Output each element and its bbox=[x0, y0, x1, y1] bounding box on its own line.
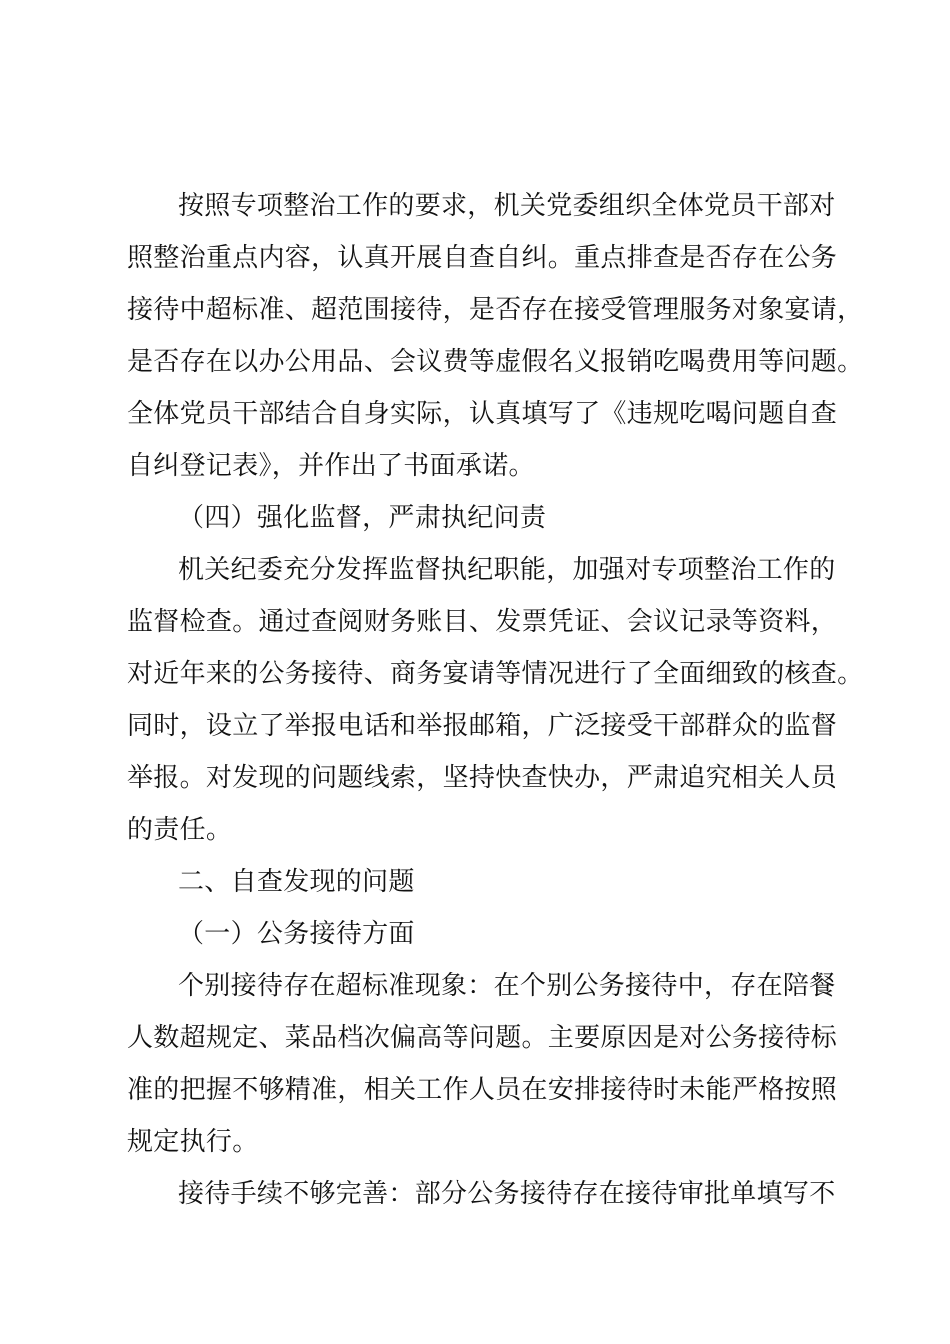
paragraph-line: 准的把握不够精准，相关工作人员在安排接待时未能严格按照 bbox=[127, 1075, 838, 1105]
paragraph-line: 照整治重点内容，认真开展自查自纠。重点排查是否存在公务 bbox=[127, 243, 838, 273]
section-heading: （四）强化监督，严肃执纪问责 bbox=[178, 503, 547, 533]
paragraph-line: 是否存在以办公用品、会议费等虚假名义报销吃喝费用等问题。 bbox=[127, 347, 864, 377]
paragraph-line: 全体党员干部结合自身实际，认真填写了《违规吃喝问题自查 bbox=[127, 399, 838, 429]
paragraph-line: 对近年来的公务接待、商务宴请等情况进行了全面细致的核查。 bbox=[127, 659, 864, 689]
paragraph-line: 规定执行。 bbox=[127, 1127, 259, 1157]
paragraph-line: 自纠登记表》，并作出了书面承诺。 bbox=[127, 451, 535, 481]
paragraph-line: 举报。对发现的问题线索，坚持快查快办，严肃追究相关人员 bbox=[127, 763, 838, 793]
paragraph-line: 监督检查。通过查阅财务账目、发票凭证、会议记录等资料， bbox=[127, 607, 838, 637]
paragraph-line: 同时，设立了举报电话和举报邮箱，广泛接受干部群众的监督 bbox=[127, 711, 838, 741]
section-heading: 二、自查发现的问题 bbox=[178, 867, 415, 897]
paragraph-line: 人数超规定、菜品档次偏高等问题。主要原因是对公务接待标 bbox=[127, 1023, 838, 1053]
paragraph-line: 接待手续不够完善：部分公务接待存在接待审批单填写不 bbox=[178, 1179, 836, 1209]
paragraph-line: 个别接待存在超标准现象：在个别公务接待中，存在陪餐 bbox=[178, 971, 836, 1001]
paragraph-line: 按照专项整治工作的要求，机关党委组织全体党员干部对 bbox=[178, 191, 836, 221]
paragraph-line: 接待中超标准、超范围接待，是否存在接受管理服务对象宴请， bbox=[127, 295, 864, 325]
document-body bbox=[127, 180, 864, 1220]
subsection-heading: （一）公务接待方面 bbox=[178, 919, 415, 949]
paragraph-line: 的责任。 bbox=[127, 815, 233, 845]
paragraph-line: 机关纪委充分发挥监督执纪职能，加强对专项整治工作的 bbox=[178, 555, 836, 585]
